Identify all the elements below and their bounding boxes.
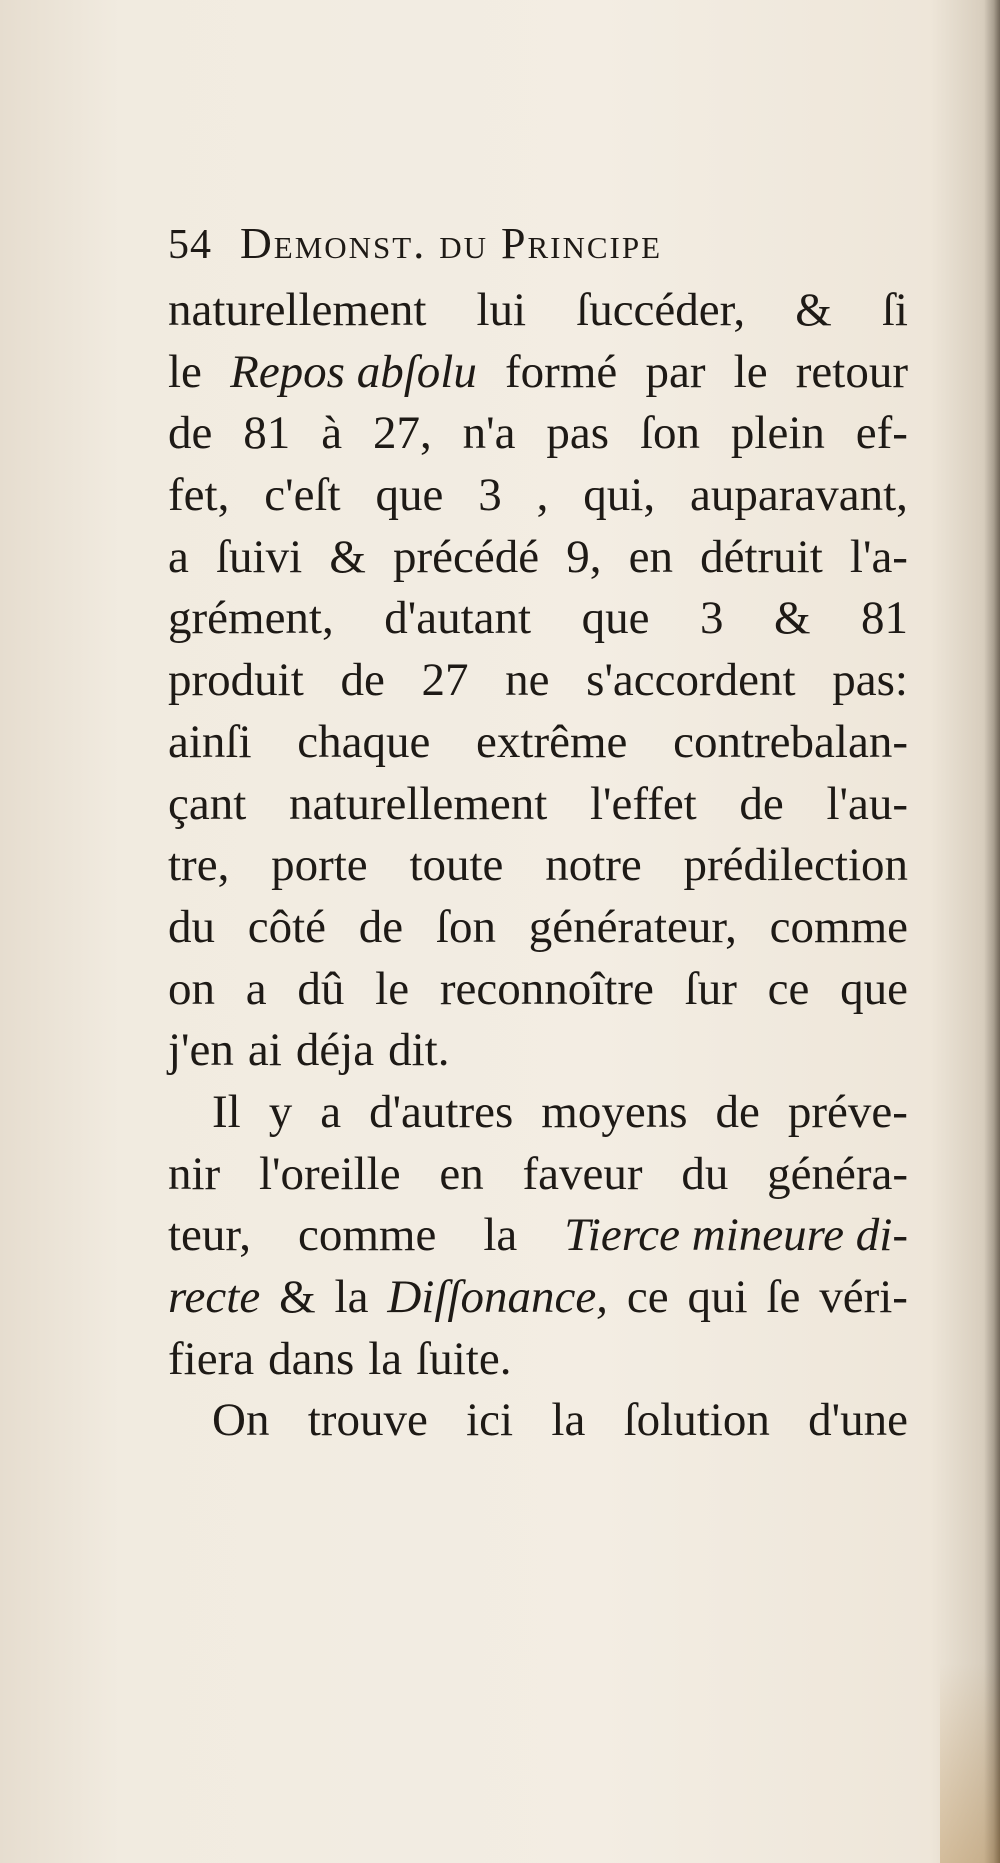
word: çant [168,777,247,830]
word: plein [730,407,825,460]
word: côté [247,900,327,953]
word: formé [505,345,618,398]
word: , [536,469,549,522]
word: qui [687,1271,748,1323]
word: naturellement [288,777,548,830]
word: par [645,345,706,398]
body-text [168,280,908,1452]
word: que [375,469,444,522]
word: l'au- [826,777,908,830]
word: porte [271,839,368,892]
word: de [340,654,385,707]
word: & [795,284,832,336]
word: nir [168,1147,221,1200]
running-head: Demonst. du Principe [240,219,663,268]
word: ſuite. [416,1332,512,1385]
word: dans [268,1332,355,1385]
text-line [168,835,908,897]
word: ſon [435,900,496,953]
word: y [268,1085,293,1138]
word: pas: [832,654,908,707]
word: faveur [522,1147,643,1200]
text-line [168,1144,908,1206]
word: ſon [639,407,700,460]
word: du [168,900,215,953]
word: 81 [861,592,908,645]
word: préve- [787,1085,908,1138]
word: le [168,345,202,398]
word: Tierce mineure di- [564,1209,908,1262]
word: ne [505,654,550,707]
word: précédé [393,530,540,583]
word: toute [409,839,504,892]
word: l'a- [849,530,908,583]
word: Diſſonance, [387,1271,608,1323]
word: grément, [168,592,334,645]
word: comme [297,1209,437,1262]
word: générateur, [528,900,737,953]
word: 27 [421,654,469,707]
word: d'autant [384,592,532,645]
word: tre, [168,839,230,892]
text-line [168,342,908,404]
word: 81 [243,407,291,460]
word: Il [212,1085,241,1138]
word: a [245,962,267,1015]
word: ſe [766,1271,801,1323]
word: ſur [684,962,737,1015]
word: l'oreille [259,1147,401,1200]
word: 27, [372,407,432,460]
word: recte [168,1271,261,1323]
word: & [279,1271,316,1323]
word: & [329,530,366,583]
word: 3 [699,592,724,645]
text-line [168,774,908,836]
word: du [681,1147,729,1200]
word: ici [466,1394,514,1447]
word: de [739,777,784,830]
word: 3 [478,469,502,522]
word: en [439,1147,484,1200]
page-edge-shadow [984,0,1000,1863]
word: la [483,1209,518,1262]
word: dit. [388,1024,450,1077]
word: trouve [307,1394,428,1447]
word: détruit [700,530,823,583]
text-line [168,527,908,589]
word: a [168,530,189,583]
word: retour [795,345,908,398]
word: fet, [168,469,230,522]
text-line [168,1267,908,1329]
word: déja [295,1024,375,1077]
word: de [358,900,404,953]
text-line [168,1205,908,1267]
text-line [168,897,908,959]
word: de [168,407,213,460]
word: d'autres [369,1085,514,1138]
word: ef- [855,407,908,460]
word: d'une [808,1394,908,1447]
word: chaque [297,715,431,768]
text-line [168,403,908,465]
word: 9, [566,530,602,583]
word: la [368,1332,403,1385]
word: ſi [881,284,908,336]
word: dû [297,962,345,1015]
text-line [168,650,908,712]
page-stain [940,1663,1000,1863]
word: en [628,530,673,583]
word: le [733,345,768,398]
text-line [168,465,908,527]
word: ſolution [623,1394,770,1447]
word: que [840,962,908,1015]
word: naturellement [168,284,427,336]
word: ainſi [168,715,252,768]
word: ſuivi [216,530,303,583]
word: & [773,592,811,645]
word: a [320,1085,342,1138]
word: reconnoître [439,962,654,1015]
word: Repos abſolu [230,345,477,398]
text-line [168,959,908,1021]
text-line [168,1020,908,1082]
page-header [168,218,908,269]
word: moyens [541,1085,688,1138]
text-line [168,280,908,342]
word: c'eſt [264,469,341,522]
word: auparavant, [690,469,908,522]
word: le [375,962,410,1015]
word: j'en [168,1024,234,1077]
word: l'effet [589,777,697,830]
word: On [212,1394,270,1447]
word: notre [545,839,642,892]
text-line [168,712,908,774]
word: ce [767,962,810,1015]
word: comme [769,900,908,953]
word: la [551,1394,586,1447]
word: lui [476,284,527,336]
page-number: 54 [168,222,212,268]
word: qui, [583,469,656,522]
text-line [168,1082,908,1144]
word: on [168,962,215,1015]
word: de [715,1085,760,1138]
word: véri- [819,1271,908,1323]
text-line [168,1329,908,1391]
word: ce [626,1271,669,1323]
word: que [581,592,650,645]
text-line [168,588,908,650]
word: produit [168,654,304,707]
word: n'a [462,407,516,460]
word: ai [247,1024,282,1077]
word: la [334,1271,369,1323]
word: pas [546,407,610,460]
word: à [321,407,343,460]
word: prédilection [683,839,908,892]
word: extrême [476,715,628,768]
word: contrebalan- [673,715,908,768]
text-line [168,1390,908,1452]
word: fiera [168,1332,255,1385]
word: généra- [767,1147,908,1200]
word: s'accordent [586,654,796,707]
word: teur, [168,1209,251,1262]
word: ſuccéder, [576,284,746,336]
